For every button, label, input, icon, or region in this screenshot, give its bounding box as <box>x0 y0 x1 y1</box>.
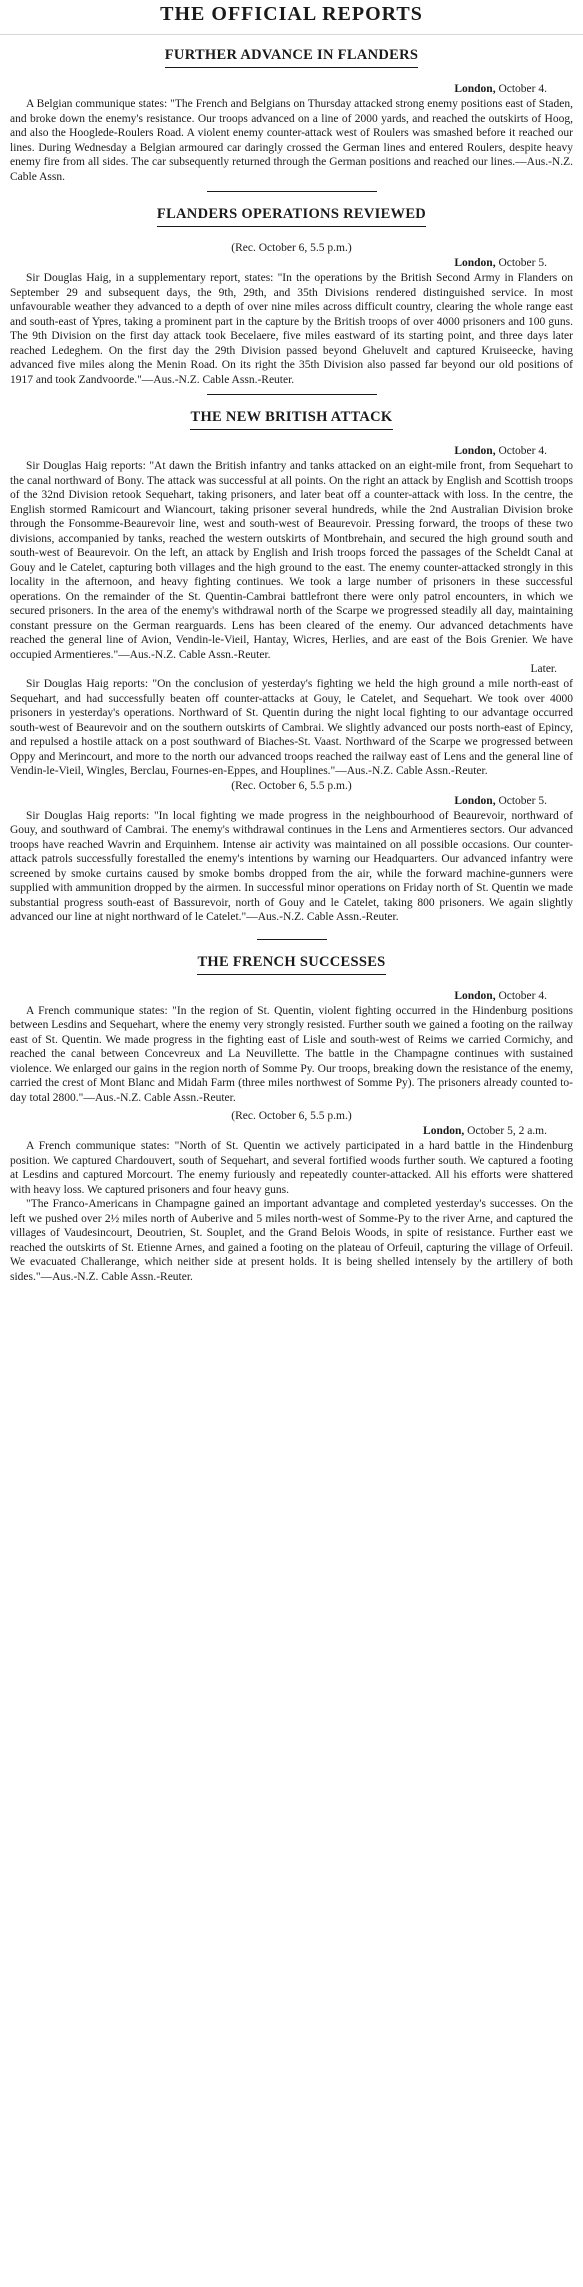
dateline: London, October 5, 2 a.m. <box>423 1125 547 1137</box>
article-paragraph: Sir Douglas Haig reports: "At dawn the British infantry and tanks attacked on an eight-mile front, from Sequehart to the canal northward of Bony. The attack was successful at all points. On the right an attack by English and Scottish troops of the 32nd Division retook Sequehart, taking prisoners, and later beat off a counter-attack with loss. In the centre, the English stormed Ramicourt and Wiancourt, taking prisoner several hundreds, while the 2nd Australian Division broke through the Fonsomme-Beaurevoir line, west and south-west of Beaurevoir. Pressing forward, the troops of these two divisions, accompanied by tanks, reached the western outskirts of Montbrehain, and secured the high ground south and south-west of Beaurevoir. On the left, an attack by English and Irish troops forced the passages of the Scheldt Canal at Gouy and le Catelet, capturing both villages and the high ground to the east. The enemy counter-attacked strongly in this locality in the afternoon, and heavy fighting continues. We took a large number of prisoners in these successful operations. On the remainder of the St. Quentin-Cambrai battlefront there were only patrol encounters, in which we secured prisoners. In the area of the enemy's withdrawal north of the Scarpe we progressed steadily all day, maintaining constant pressure on the German rearguards. Lens has been cleared of the enemy. Our advanced detachments have reached the general line of Avion, Vendin-le-Vieil, Hantay, Wicres, Herlies, and are east of the Bois Grenier. We have occupied Armentieres."—Aus.-N.Z. Cable Assn.-Reuter. <box>10 460 573 661</box>
article-paragraph: Sir Douglas Haig reports: "In local fighting we made progress in the neighbourhood of Beaurevoir, northward of Gouy, and southward of Cambrai. The enemy's withdrawal continues in the Lens and Armentieres sectors. Our advanced troops have reached Wavrin and Erquinhem. Intense air activity was maintained on all possible occasions. Our counter-attack patrols successfully forestalled the enemy's intentions by warning our Headquarters. Our advanced infantry were screened by smoke curtains caused by smoke bombs dropped from the air, while the forward machine-gunners were supplied with ammunition dropped by the airmen. In successful minor operations on Friday north of St. Quentin we made substantial progress south-east of Bassurevoir, north of Gouy and le Catelet, taking 800 prisoners. We again slightly advanced our line at night northward of le Catelet."—Aus.-N.Z. Cable Assn.-Reuter. <box>10 809 573 923</box>
article-headline: FLANDERS OPERATIONS REVIEWED <box>10 206 573 227</box>
page-title: THE OFFICIAL REPORTS <box>0 0 583 35</box>
received-note: (Rec. October 6, 5.5 p.m.) <box>231 1110 352 1122</box>
article-further-advance-in-flanders <box>10 35 573 192</box>
article-headline: THE FRENCH SUCCESSES <box>10 954 573 975</box>
article-new-british-attack <box>10 395 573 940</box>
received-note: (Rec. October 6, 5.5 p.m.) <box>231 779 352 792</box>
article-paragraph: A Belgian communique states: "The French and Belgians on Thursday attacked strong enemy positions east of Staden, and broke down the enemy's resistance. Our troops advanced on a line of 2000 yards, and reached the outskirts of Hoog, and also the Hooglede-Roulers Road. A violent enemy counter-attack west of Roulers was smashed before it reached our lines. During Wednesday a Belgian armoured car daringly crossed the German lines and entered Roulers, despite heavy enemy fire from all sides. The car subsequently returned through the German positions and reached our lines.—Aus.-N.Z. Cable Assn. <box>10 98 573 183</box>
dateline-later: Later. <box>530 663 557 675</box>
article-paragraph: "The Franco-Americans in Champagne gained an important advantage and completed yesterday's successes. On the left we pushed over 2½ miles north of Auberive and 5 miles north-west of Somme-Py to the river Arne, and captured the villages of Vaudesincourt, Deoutrien, St. Souplet, and the Grand Belois Woods, in spite of resistance. Further east we reached the outskirts of St. Etienne Arnes, and gained a footing on the plateau of Orfeuil, capturing the village of Orfeuil. We evacuated Challerange, which neither side at present holds. It is being shelled intensely by the artillery of both sides."—Aus.-N.Z. Cable Assn.-Reuter. <box>10 1198 573 1283</box>
article-paragraph: A French communique states: "North of St. Quentin we actively participated in a hard battle in the Hindenburg position. We captured Chardouvert, south of Sequehart, and several fortified woods further south. We captured a footing at Lesdins and captured Morcourt. The enemy furiously and repeatedly counter-attacked. All his efforts were shattered with heavy loss. We captured prisoners and four heavy guns. <box>10 1140 573 1196</box>
received-note: (Rec. October 6, 5.5 p.m.) <box>231 242 352 254</box>
dateline: London, October 4. <box>454 445 547 457</box>
dateline: London, October 4. <box>454 989 547 1002</box>
dateline: London, October 4. <box>454 83 547 95</box>
dateline: London, October 5. <box>454 794 547 807</box>
article-headline: THE NEW BRITISH ATTACK <box>10 409 573 430</box>
article-headline: FURTHER ADVANCE IN FLANDERS <box>10 47 573 68</box>
article-paragraph: Sir Douglas Haig, in a supplementary report, states: "In the operations by the British Second Army in Flanders on September 29 and subsequent days, the 9th, 29th, and 35th Divisions rendered distinguished service. In most unfavourable weather they advanced to a depth of over nine miles across difficult country, clearing the whole range east and south-east of Ypres, taking a prominent part in the capture by the British troops of over 4000 prisoners and 100 guns. The 9th Division on the first day attack took Becelaere, five miles eastward of its starting point, and three days later reached Ledeghem. On the first day the 29th Division passed beyond Gheluvelt and captured Kruiseecke, having advanced five miles along the Menin Road. On its right the 35th Division also passed far beyond our old positions of 1917 and took Zandvoorde."—Aus.-N.Z. Cable Assn.-Reuter. <box>10 272 573 386</box>
dateline: London, October 5. <box>454 257 547 269</box>
article-paragraph: A French communique states: "In the region of St. Quentin, violent fighting occurred in the Hindenburg positions between Lesdins and Sequehart, where the enemy very strongly resisted. Further south we gained a footing on the railway east of St. Quentin. We made progress in the fighting east of Lisle and south-west of Reims we carried Cormichy, and reached the canal between Concevreux and La Neuvillette. The battle in the Champagne continues with sustained violence. We enlarged our gains in the region north of Somme Py. Our troops, breaking down the resistance of the enemy, carried the crest of Mont Blanc and Midah Farm (three miles northwest of Somme Py). The prisoners already counted to-day total 2800."—Aus.-N.Z. Cable Assn.-Reuter. <box>10 1004 573 1104</box>
article-flanders-operations-reviewed <box>10 192 573 395</box>
article-french-successes <box>10 940 573 1285</box>
article-paragraph: Sir Douglas Haig reports: "On the conclusion of yesterday's fighting we held the high ground a mile north-east of Sequehart, and had successfully beaten off counter-attacks at Gouy, le Catelet, and Sequehart. We took over 4000 prisoners in yesterday's operations. Northward of St. Quentin during the night local fighting to our advantage occurred south-west of Beaurevoir and on the southern outskirts of Cambrai. We slightly advanced our posts north-east of Epincy, and repulsed a hostile attack on a post southward of Biaches-St. Vaast. Northward of the Scarpe we progressed between Oppy and Merincourt, and more to the north our advanced troops reached the railway east of Lens and the general line of Vendin-le-Vieil, Wingles, Berclau, Fournes-en-Eppes, and Houplines."—Aus.-N.Z. Cable Assn.-Reuter. <box>10 678 573 777</box>
